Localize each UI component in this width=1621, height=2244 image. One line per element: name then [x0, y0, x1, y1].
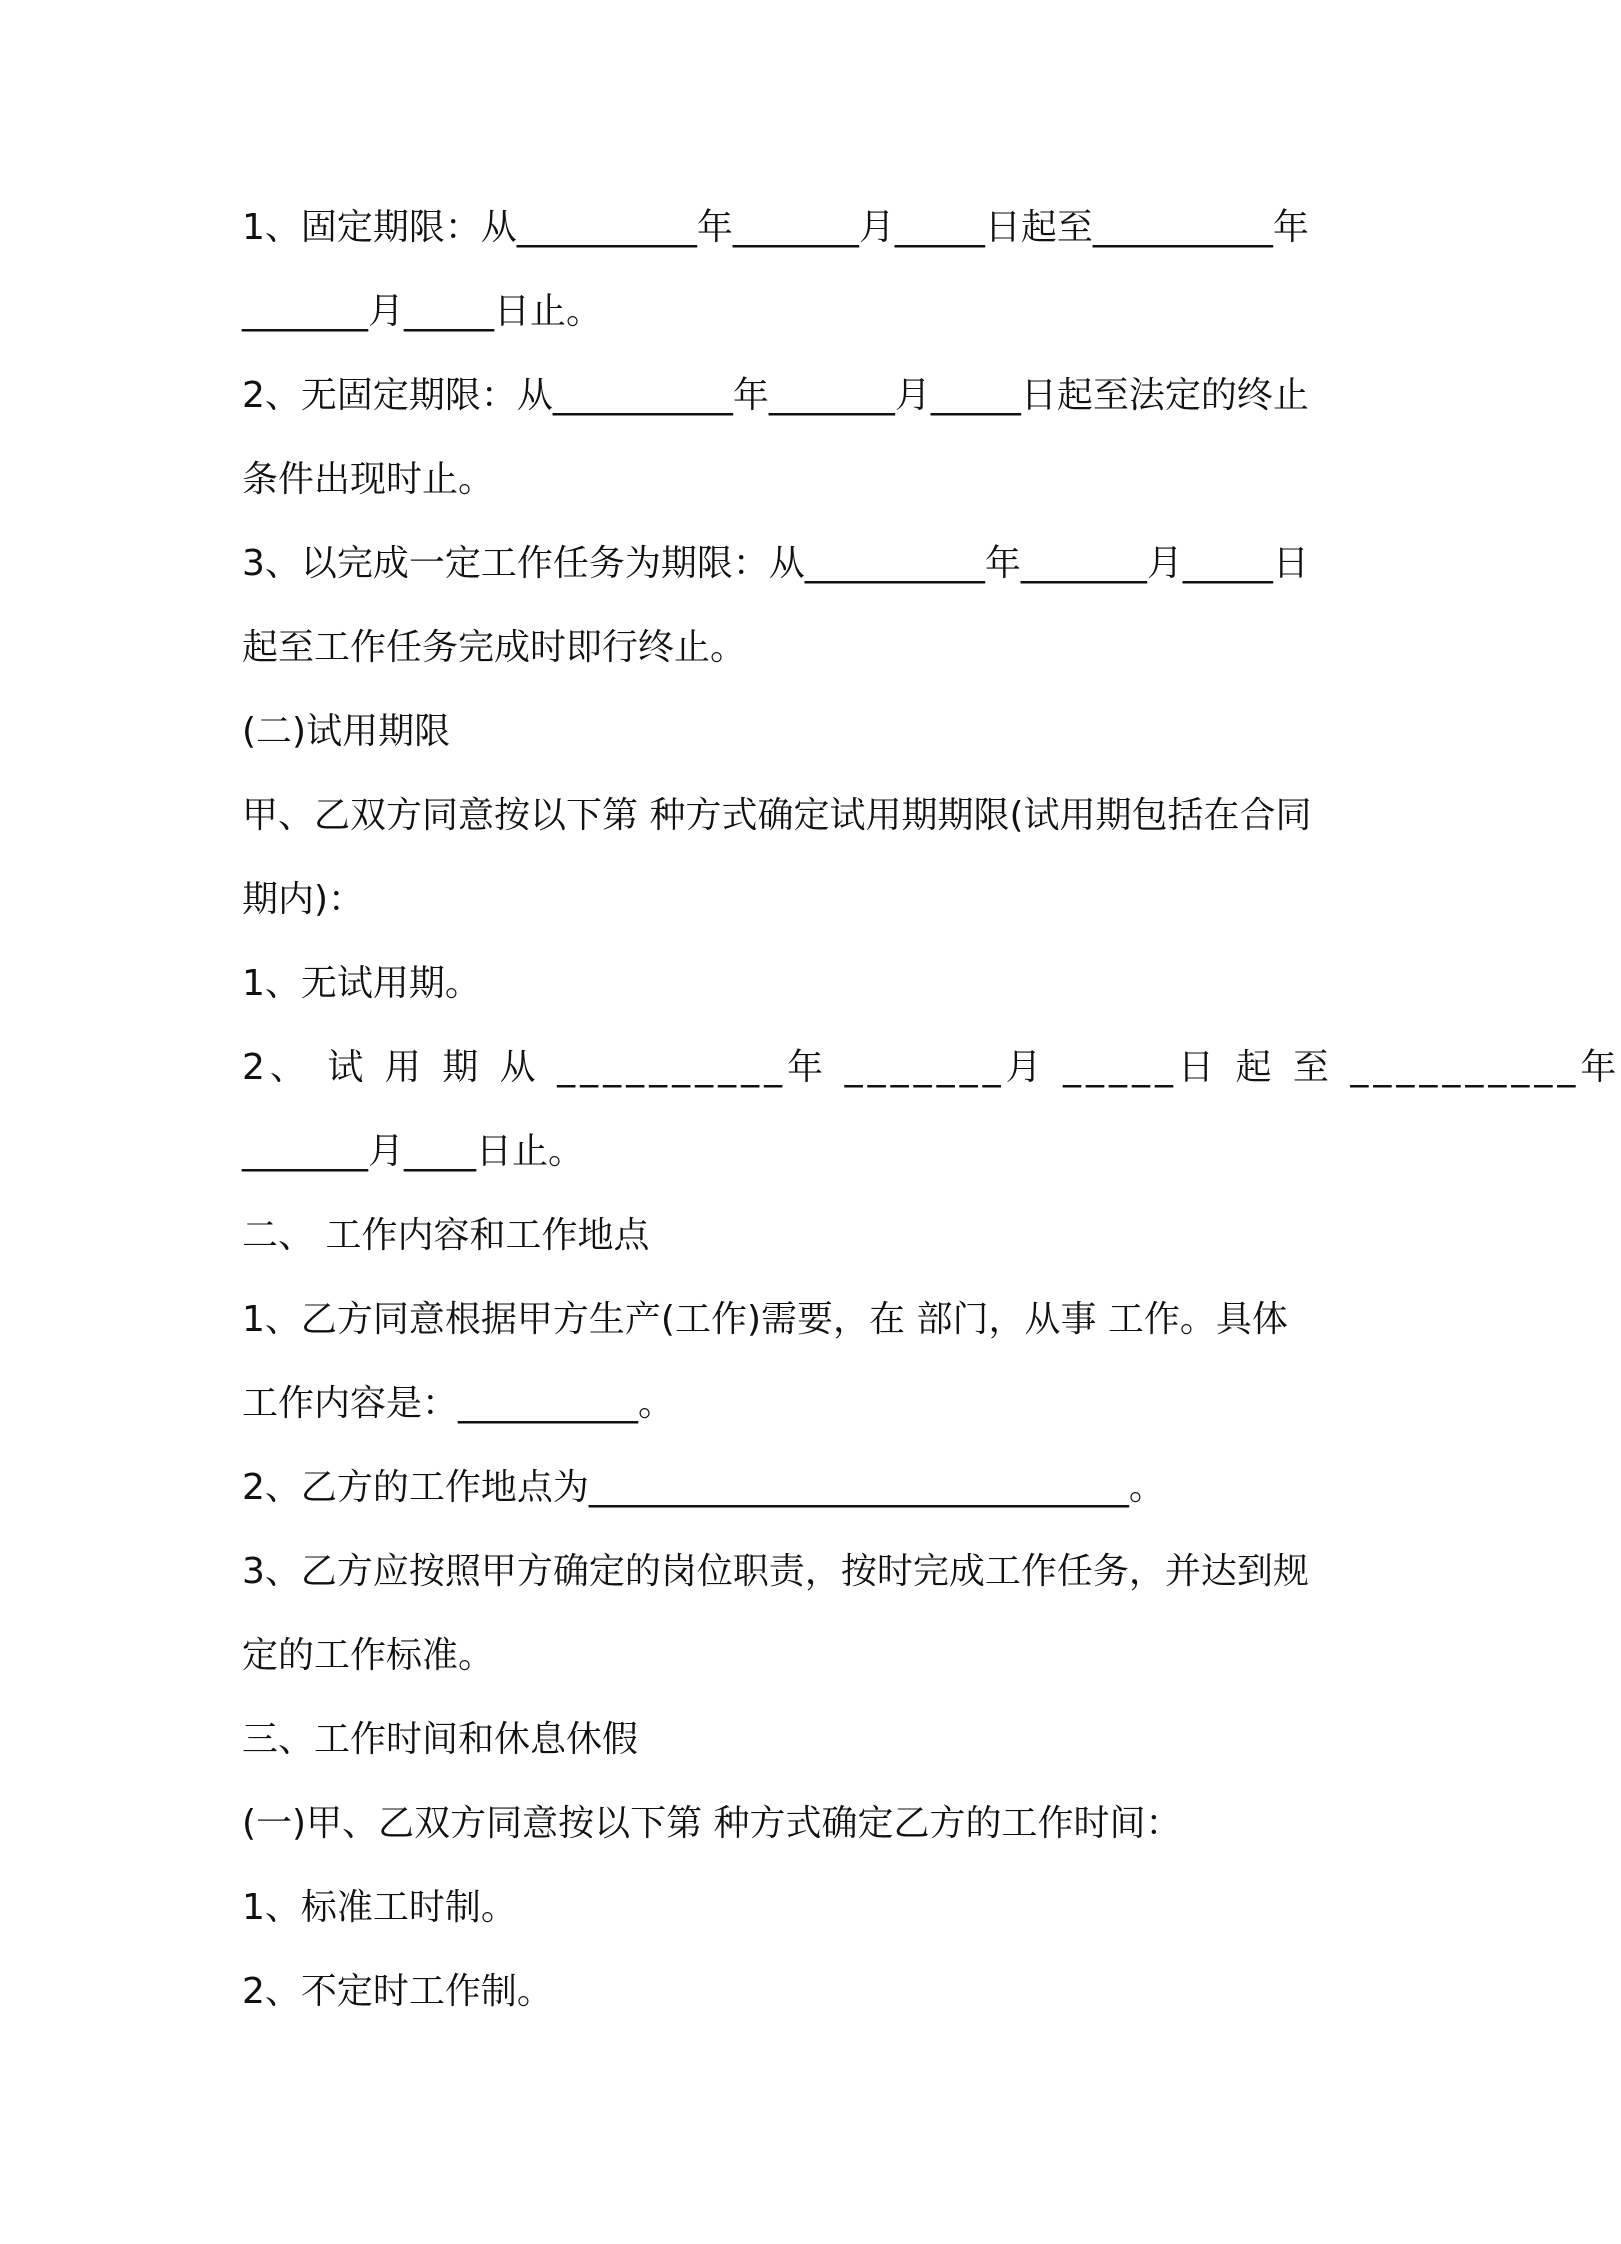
working-hours-intro: (一)甲、乙双方同意按以下第 种方式确定乙方的工作时间： — [242, 1803, 1182, 1844]
probation-option-period: 2、 试 用 期 从 __________年 _______月 _____日 起 至 __________年 — [242, 1047, 1621, 1088]
clause-task-term: 3、以完成一定工作任务为期限：从__________年_______月_____日 — [242, 543, 1309, 584]
working-hours-option-flexible: 2、不定时工作制。 — [242, 1971, 553, 2012]
work-duty-clause-end: 定的工作标准。 — [242, 1635, 495, 1676]
probation-intro: 甲、乙双方同意按以下第 种方式确定试用期期限(试用期包括在合同 — [242, 795, 1312, 836]
clause-open-term-end: 条件出现时止。 — [242, 459, 495, 500]
working-hours-option-standard: 1、标准工时制。 — [242, 1887, 517, 1928]
probation-option-none: 1、无试用期。 — [242, 963, 481, 1004]
work-content-clause: 1、乙方同意根据甲方生产(工作)需要，在 部门，从事 工作。具体 — [242, 1299, 1288, 1340]
heading-working-hours: 三、工作时间和休息休假 — [242, 1719, 639, 1760]
heading-work-content-location: 二、 工作内容和工作地点 — [242, 1215, 650, 1256]
work-duty-clause: 3、乙方应按照甲方确定的岗位职责，按时完成工作任务，并达到规 — [242, 1551, 1309, 1592]
probation-intro-end: 期内)： — [242, 879, 365, 920]
work-location-clause: 2、乙方的工作地点为______________________________。 — [242, 1467, 1165, 1508]
heading-probation: (二)试用期限 — [242, 711, 451, 752]
clause-fixed-term-end: _______月_____日止。 — [242, 291, 603, 332]
clause-open-term: 2、无固定期限：从__________年_______月_____日起至法定的终止 — [242, 375, 1309, 416]
probation-option-period-end: _______月____日止。 — [242, 1131, 585, 1172]
clause-task-term-end: 起至工作任务完成时即行终止。 — [242, 627, 747, 668]
clause-fixed-term: 1、固定期限：从__________年_______月_____日起至__________年 — [242, 207, 1309, 248]
work-content-clause-end: 工作内容是：__________。 — [242, 1383, 675, 1424]
